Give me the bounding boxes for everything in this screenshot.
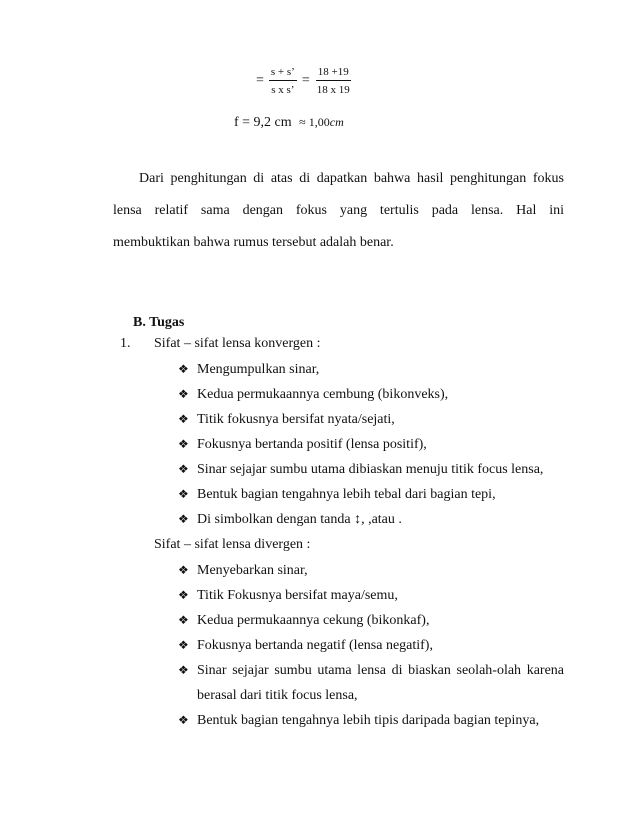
- bullet-text: Bentuk bagian tengahnya lebih tipis daripada bagian tepinya,: [197, 713, 540, 728]
- diamond-bullet-icon: ❖: [178, 638, 189, 652]
- bullet-text: Menyebarkan sinar,: [197, 563, 308, 578]
- diamond-bullet-icon: ❖: [178, 663, 189, 677]
- bullet-text: Titik fokusnya bersifat nyata/sejati,: [197, 412, 395, 427]
- bullet-text: Sinar sejajar sumbu utama lensa di biaskan seolah-olah karena berasal dari titik focus lensa,: [197, 663, 564, 703]
- list-item-divergen: [154, 537, 310, 553]
- diamond-bullet-icon: ❖: [178, 588, 189, 602]
- bullet-text: Bentuk bagian tengahnya lebih tebal dari bagian tepi,: [197, 487, 496, 502]
- list-item: [178, 658, 564, 708]
- bullet-text: Fokusnya bertanda negatif (lensa negatif),: [197, 638, 433, 653]
- konvergen-bullet-list: [178, 357, 564, 532]
- approx-number: ≈ 1,00: [299, 115, 330, 129]
- diamond-bullet-icon: ❖: [178, 713, 189, 727]
- equals-sign: =: [256, 73, 264, 88]
- bullet-text: Di simbolkan dengan tanda ↕, ,atau .: [197, 512, 402, 527]
- diamond-bullet-icon: ❖: [178, 387, 189, 401]
- focal-length-value: f = 9,2 cm: [234, 115, 292, 130]
- paragraph-line: Dari penghitungan di atas di dapatkan bahwa hasil penghitungan fokus: [139, 171, 564, 186]
- diamond-bullet-icon: ❖: [178, 362, 189, 376]
- list-item: [178, 583, 564, 608]
- approx-unit: cm: [329, 115, 344, 129]
- bullet-text: Kedua permukaannya cekung (bikonkaf),: [197, 613, 430, 628]
- bullet-text: Fokusnya bertanda positif (lensa positif),: [197, 437, 427, 452]
- diamond-bullet-icon: ❖: [178, 613, 189, 627]
- fraction-denominator: s x s’: [271, 84, 295, 96]
- list-item: [178, 708, 564, 733]
- diamond-bullet-icon: ❖: [178, 512, 189, 526]
- paragraph-line: lensa relatif sama dengan fokus yang tertulis pada lensa. Hal ini: [113, 203, 564, 218]
- list-number: 1.: [120, 336, 131, 351]
- conclusion-paragraph: [113, 163, 564, 259]
- list-item: [178, 382, 564, 407]
- section-heading: B. Tugas: [133, 315, 185, 330]
- fraction-denominator: 18 x 19: [316, 84, 350, 96]
- list-item-konvergen: [120, 336, 321, 352]
- diamond-bullet-icon: ❖: [178, 487, 189, 501]
- list-item: [178, 507, 564, 532]
- bullet-text: Titik Fokusnya bersifat maya/semu,: [197, 588, 398, 603]
- list-item: [178, 357, 564, 382]
- list-item: [178, 457, 564, 482]
- list-item: [178, 608, 564, 633]
- list-label: Sifat – sifat lensa konvergen :: [154, 336, 321, 351]
- diamond-bullet-icon: ❖: [178, 437, 189, 451]
- list-item: [178, 558, 564, 583]
- approx-value: [299, 115, 344, 129]
- equals-sign: =: [301, 73, 310, 88]
- divergen-bullet-list: [178, 558, 564, 733]
- diamond-bullet-icon: ❖: [178, 563, 189, 577]
- lens-formula: [256, 66, 357, 96]
- list-item: [178, 407, 564, 432]
- paragraph-line: membuktikan bahwa rumus tersebut adalah benar.: [113, 235, 394, 250]
- fraction-numerator: 18 +19: [316, 66, 351, 81]
- diamond-bullet-icon: ❖: [178, 412, 189, 426]
- focal-length-result: [234, 115, 344, 131]
- bullet-text: Mengumpulkan sinar,: [197, 362, 320, 377]
- list-label: Sifat – sifat lensa divergen :: [154, 537, 311, 552]
- fraction-numerator: s + s’: [269, 66, 297, 81]
- diamond-bullet-icon: ❖: [178, 462, 189, 476]
- fraction-symbolic: [269, 66, 297, 96]
- list-item: [178, 482, 564, 507]
- list-item: [178, 432, 564, 457]
- fraction-numeric: [315, 66, 352, 96]
- list-item: [178, 633, 564, 658]
- bullet-text: Sinar sejajar sumbu utama dibiaskan menuju titik focus lensa,: [197, 462, 544, 477]
- bullet-text: Kedua permukaannya cembung (bikonveks),: [197, 387, 449, 402]
